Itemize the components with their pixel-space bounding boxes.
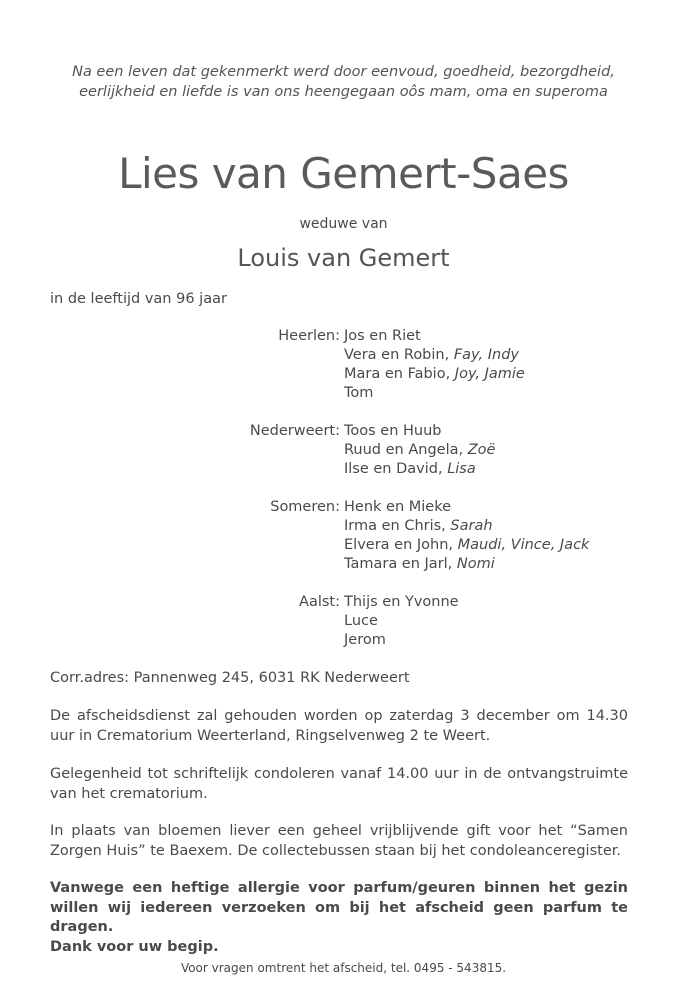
family-group-nederweert [0, 422, 687, 479]
intro-text [0, 62, 687, 102]
deceased-name: Lies van Gemert-Saes [118, 149, 569, 198]
family-member: Elvera en John, Maudi, Vince, Jack [344, 537, 590, 553]
family-member: Henk en Mieke [344, 499, 452, 515]
allergy-text: Vanwege een heftige allergie voor parfum/geuren binnen het gezin willen wij iedereen verzoeken om bij het afscheid geen parfum te dragen. [50, 880, 628, 935]
family-member: Mara en Fabio, Joy, Jamie [344, 366, 525, 382]
family-group-aalst [0, 593, 687, 650]
correspondence-address: Corr.adres: Pannenweg 245, 6031 RK Nederweert [50, 670, 410, 686]
family-place: Nederweert: [249, 423, 340, 439]
family-members [344, 498, 589, 574]
family-place: Aalst: [299, 594, 340, 610]
footer-contact: Voor vragen omtrent het afscheid, tel. 0495 - 543815. [180, 961, 507, 975]
family-group-heerlen [0, 327, 687, 403]
family-place: Heerlen: [278, 328, 340, 344]
family-members [344, 422, 495, 479]
family-member: Ruud en Angela, Zoë [344, 442, 496, 458]
service-info: De afscheidsdienst zal gehouden worden op zaterdag 3 december om 14.30 uur in Crematorium Weerterland, Ringselvenweg 2 te Weert. [50, 708, 628, 744]
thanks-text: Dank voor uw begip. [50, 938, 219, 955]
family-member: Luce [344, 613, 378, 629]
donation-info: In plaats van bloemen liever een geheel vrijblijvende gift voor het “Samen Zorgen Huis” te Baexem. De collectebussen staan bij het condoleanceregister. [50, 823, 628, 859]
condolence-info: Gelegenheid tot schriftelijk condoleren vanaf 14.00 uur in de ontvangstruimte van het crematorium. [50, 766, 628, 802]
family-place: Someren: [270, 499, 340, 515]
allergy-notice [50, 879, 628, 957]
family-member: Thijs en Yvonne [344, 594, 459, 610]
family-member: Vera en Robin, Fay, Indy [344, 347, 519, 363]
husband-name: Louis van Gemert [237, 244, 450, 272]
family-group-someren [0, 498, 687, 574]
family-member: Jerom [344, 632, 386, 648]
intro-line-2: eerlijkheid en liefde is van ons heengegaan oôs mam, oma en superoma [79, 84, 608, 100]
widow-of-label: weduwe van [299, 216, 388, 232]
family-member: Irma en Chris, Sarah [344, 518, 493, 534]
family-members [344, 593, 459, 650]
family-members [344, 327, 525, 403]
family-member: Tom [344, 385, 374, 401]
age-text: in de leeftijd van 96 jaar [50, 291, 227, 307]
family-list [0, 327, 687, 669]
intro-line-1: Na een leven dat gekenmerkt werd door eenvoud, goedheid, bezorgdheid, [72, 64, 615, 80]
family-member: Ilse en David, Lisa [344, 461, 476, 477]
family-member: Tamara en Jarl, Nomi [344, 556, 495, 572]
family-member: Jos en Riet [344, 328, 421, 344]
family-member: Toos en Huub [344, 423, 442, 439]
